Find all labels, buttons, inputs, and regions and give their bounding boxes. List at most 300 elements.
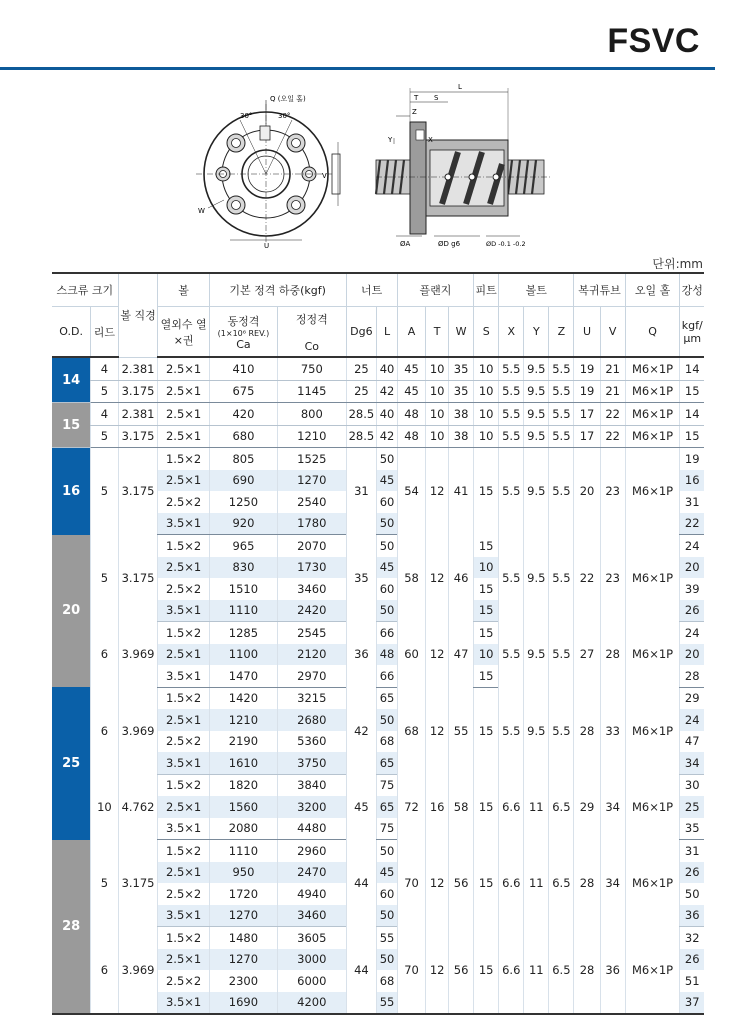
ca-cell: 1690	[209, 992, 277, 1015]
col-kgf: kgf/ μm	[680, 307, 704, 358]
x-label: X	[428, 136, 433, 144]
stiffness-cell: 39	[680, 578, 704, 600]
od-cell: 16	[52, 448, 91, 535]
unit-label: 단위:mm	[652, 257, 703, 271]
lead-cell: 4	[91, 403, 118, 426]
col-ball: 볼	[158, 273, 209, 307]
ca-cell: 1420	[209, 687, 277, 709]
t-cell: 12	[426, 535, 449, 622]
col-t: T	[426, 307, 449, 358]
stiffness-cell: 32	[680, 927, 704, 949]
stiffness-cell: 26	[680, 949, 704, 971]
z-cell: 5.5	[549, 687, 574, 774]
page-title: FSVC	[607, 22, 700, 60]
dg6-cell: 42	[346, 687, 377, 774]
stiffness-cell: 15	[680, 380, 704, 403]
v-cell: 34	[600, 774, 625, 840]
z-cell: 6.5	[549, 927, 574, 1015]
ball-dia-cell: 3.175	[118, 535, 158, 622]
col-static	[278, 307, 346, 358]
a-cell: 60	[397, 622, 425, 688]
v-cell: 36	[600, 927, 625, 1015]
lead-cell: 10	[91, 774, 118, 840]
col-od: O.D.	[52, 307, 91, 358]
s-cell: 15	[474, 600, 499, 622]
l-cell: 50	[377, 535, 398, 557]
co-cell: 5360	[278, 731, 346, 753]
od-cell: 25	[52, 687, 91, 840]
col-basic-load: 기본 정격 하중(kgf)	[209, 273, 346, 307]
lead-cell: 5	[91, 535, 118, 622]
dg6-label: ØD g6	[438, 240, 461, 248]
table-row	[52, 380, 704, 403]
u-cell: 17	[574, 425, 600, 448]
s-cell: 10	[474, 644, 499, 666]
s-cell: 15	[474, 840, 499, 927]
co-cell: 3000	[278, 949, 346, 971]
ca-cell: 1720	[209, 883, 277, 905]
q-cell: M6×1P	[625, 357, 680, 380]
x-cell: 6.6	[499, 927, 524, 1015]
z-cell: 5.5	[549, 622, 574, 688]
stiffness-cell: 20	[680, 644, 704, 666]
co-cell: 3200	[278, 796, 346, 818]
q-cell: M6×1P	[625, 622, 680, 688]
ca-cell: 830	[209, 557, 277, 579]
stiffness-cell: 35	[680, 818, 704, 840]
ca-cell: 1480	[209, 927, 277, 949]
l-cell: 50	[377, 840, 398, 862]
v-cell: 23	[600, 535, 625, 622]
col-oil-hole: 오일 홀	[625, 273, 680, 307]
circuits-cell: 2.5×1	[158, 380, 209, 403]
u-cell: 19	[574, 380, 600, 403]
col-z: Z	[549, 307, 574, 358]
col-screw-size: 스크류 크기	[52, 273, 118, 307]
x-cell: 5.5	[499, 357, 524, 380]
l-cell: 42	[377, 425, 398, 448]
stiffness-cell: 51	[680, 970, 704, 992]
l-cell: 50	[377, 448, 398, 470]
w-cell: 58	[449, 774, 474, 840]
a-cell: 70	[397, 840, 425, 927]
angle-left-label: 30°	[240, 112, 253, 120]
t-cell: 10	[426, 403, 449, 426]
q-cell: M6×1P	[625, 380, 680, 403]
stiffness-cell: 24	[680, 535, 704, 557]
w-cell: 41	[449, 448, 474, 535]
l-cell: 65	[377, 687, 398, 709]
co-cell: 2470	[278, 862, 346, 884]
ca-cell: 410	[209, 357, 277, 380]
stiffness-cell: 26	[680, 600, 704, 622]
y-cell: 9.5	[524, 448, 549, 535]
q-cell: M6×1P	[625, 774, 680, 840]
angle-right-label: 30°	[278, 112, 291, 120]
ca-cell: 675	[209, 380, 277, 403]
tolerance-label: ØD -0.1 -0.2	[486, 240, 526, 248]
q-cell: M6×1P	[625, 535, 680, 622]
circuits-cell: 2.5×2	[158, 578, 209, 600]
stiffness-cell: 28	[680, 665, 704, 687]
col-x: X	[499, 307, 524, 358]
od-cell: 15	[52, 403, 91, 448]
y-cell: 9.5	[524, 622, 549, 688]
y-cell: 11	[524, 774, 549, 840]
dg6-cell: 25	[346, 357, 377, 380]
t-cell: 12	[426, 927, 449, 1015]
ball-dia-cell: 3.175	[118, 425, 158, 448]
u-cell: 20	[574, 448, 600, 535]
l-cell: 40	[377, 357, 398, 380]
stiffness-cell: 50	[680, 883, 704, 905]
col-dg6: Dg6	[346, 307, 377, 358]
u-cell: 22	[574, 535, 600, 622]
col-q: Q	[625, 307, 680, 358]
v-cell: 21	[600, 380, 625, 403]
l-cell: 65	[377, 752, 398, 774]
l-cell: 50	[377, 905, 398, 927]
co-cell: 1780	[278, 513, 346, 535]
a-cell: 48	[397, 425, 425, 448]
t-cell: 10	[426, 357, 449, 380]
co-cell: 750	[278, 357, 346, 380]
q-cell: M6×1P	[625, 840, 680, 927]
l-cell: 55	[377, 927, 398, 949]
col-circuits: 열외수 열×권	[158, 307, 209, 358]
circuits-cell: 3.5×1	[158, 905, 209, 927]
lead-cell: 5	[91, 840, 118, 927]
l-cell: 60	[377, 883, 398, 905]
circuits-cell: 2.5×1	[158, 403, 209, 426]
l-cell: 66	[377, 665, 398, 687]
ca-cell: 2190	[209, 731, 277, 753]
dg6-cell: 25	[346, 380, 377, 403]
v-cell: 34	[600, 840, 625, 927]
table-row	[52, 840, 704, 862]
x-cell: 6.6	[499, 774, 524, 840]
circuits-cell: 3.5×1	[158, 665, 209, 687]
circuits-cell: 3.5×1	[158, 818, 209, 840]
co-cell: 1730	[278, 557, 346, 579]
col-w: W	[449, 307, 474, 358]
table-row	[52, 403, 704, 426]
ball-nut-drawing	[190, 80, 560, 252]
u-cell: 19	[574, 357, 600, 380]
circuits-cell: 1.5×2	[158, 687, 209, 709]
s-cell: 10	[474, 403, 499, 426]
l-cell: 55	[377, 992, 398, 1015]
dg6-cell: 36	[346, 622, 377, 688]
ca-cell: 1510	[209, 578, 277, 600]
v-cell: 22	[600, 425, 625, 448]
ca-cell: 1270	[209, 905, 277, 927]
circuits-cell: 2.5×1	[158, 357, 209, 380]
ca-cell: 1210	[209, 709, 277, 731]
circuits-cell: 2.5×1	[158, 470, 209, 492]
ball-dia-cell: 2.381	[118, 357, 158, 380]
circuits-cell: 2.5×1	[158, 796, 209, 818]
z-cell: 5.5	[549, 380, 574, 403]
table-row	[52, 927, 704, 949]
q-cell: M6×1P	[625, 448, 680, 535]
co-cell: 2960	[278, 840, 346, 862]
stiffness-cell: 15	[680, 425, 704, 448]
ball-dia-cell: 3.175	[118, 840, 158, 927]
lead-cell: 5	[91, 448, 118, 535]
y-label: Y	[388, 136, 393, 144]
t-label: T	[414, 94, 419, 102]
l-label: L	[458, 83, 462, 91]
a-cell: 58	[397, 535, 425, 622]
front-view	[196, 100, 340, 244]
co-cell: 3840	[278, 774, 346, 796]
stiffness-cell: 24	[680, 622, 704, 644]
circuits-cell: 3.5×1	[158, 992, 209, 1015]
circuits-cell: 2.5×2	[158, 731, 209, 753]
ball-dia-cell: 3.969	[118, 927, 158, 1015]
s-cell: 15	[474, 535, 499, 557]
dg6-cell: 31	[346, 448, 377, 535]
l-cell: 75	[377, 818, 398, 840]
circuits-cell: 1.5×2	[158, 927, 209, 949]
stiffness-cell: 30	[680, 774, 704, 796]
t-cell: 12	[426, 840, 449, 927]
col-dynamic	[209, 307, 277, 358]
x-cell: 5.5	[499, 622, 524, 688]
circuits-cell: 1.5×2	[158, 448, 209, 470]
co-cell: 2070	[278, 535, 346, 557]
y-cell: 11	[524, 927, 549, 1015]
ca-cell: 1110	[209, 840, 277, 862]
q-cell: M6×1P	[625, 687, 680, 774]
w-cell: 47	[449, 622, 474, 688]
q-cell: M6×1P	[625, 403, 680, 426]
ball-dia-cell: 3.175	[118, 380, 158, 403]
co-cell: 3215	[278, 687, 346, 709]
lead-cell: 5	[91, 425, 118, 448]
col-s: S	[474, 307, 499, 358]
l-cell: 45	[377, 470, 398, 492]
s-cell: 15	[474, 927, 499, 1015]
s-cell: 10	[474, 557, 499, 579]
od-cell: 20	[52, 535, 91, 688]
side-view	[376, 88, 550, 236]
x-cell: 6.6	[499, 840, 524, 927]
y-cell: 9.5	[524, 380, 549, 403]
a-cell: 68	[397, 687, 425, 774]
z-cell: 5.5	[549, 448, 574, 535]
y-cell: 9.5	[524, 687, 549, 774]
u-cell: 28	[574, 840, 600, 927]
ca-cell: 1820	[209, 774, 277, 796]
t-cell: 12	[426, 687, 449, 774]
co-label: Co	[304, 339, 320, 353]
ca-cell: 1285	[209, 622, 277, 644]
ca-cell: 2300	[209, 970, 277, 992]
q-cell: M6×1P	[625, 927, 680, 1015]
l-cell: 40	[377, 403, 398, 426]
ball-dia-cell: 4.762	[118, 774, 158, 840]
co-cell: 2540	[278, 491, 346, 513]
l-cell: 68	[377, 970, 398, 992]
stiffness-cell: 26	[680, 862, 704, 884]
da-label: ØA	[400, 240, 411, 248]
ca-cell: 920	[209, 513, 277, 535]
ca-cell: 1560	[209, 796, 277, 818]
y-cell: 11	[524, 840, 549, 927]
l-cell: 45	[377, 862, 398, 884]
dg6-cell: 45	[346, 774, 377, 840]
s-cell: 15	[474, 687, 499, 774]
circuits-cell: 3.5×1	[158, 513, 209, 535]
circuits-cell: 1.5×2	[158, 774, 209, 796]
ca-cell: 1100	[209, 644, 277, 666]
ca-cell: 805	[209, 448, 277, 470]
ball-dia-cell: 3.969	[118, 622, 158, 688]
co-cell: 1145	[278, 380, 346, 403]
x-cell: 5.5	[499, 448, 524, 535]
circuits-cell: 2.5×1	[158, 425, 209, 448]
col-a: A	[397, 307, 425, 358]
l-cell: 65	[377, 796, 398, 818]
col-y: Y	[524, 307, 549, 358]
a-cell: 45	[397, 380, 425, 403]
table-row	[52, 535, 704, 557]
circuits-cell: 2.5×1	[158, 862, 209, 884]
col-u: U	[574, 307, 600, 358]
q-label: Q (오일 홀)	[270, 95, 306, 103]
ca-cell: 690	[209, 470, 277, 492]
col-ball-dia: 볼 직경	[118, 273, 158, 357]
dg6-cell: 44	[346, 927, 377, 1015]
circuits-cell: 2.5×2	[158, 970, 209, 992]
dg6-cell: 35	[346, 535, 377, 622]
v-cell: 28	[600, 622, 625, 688]
z-label: Z	[412, 108, 417, 116]
circuits-cell: 2.5×2	[158, 883, 209, 905]
ca-label: Ca	[236, 337, 251, 351]
t-cell: 12	[426, 448, 449, 535]
w-cell: 35	[449, 380, 474, 403]
lead-cell: 5	[91, 380, 118, 403]
x-cell: 5.5	[499, 687, 524, 774]
static-label: 정정격	[295, 312, 328, 326]
l-cell: 75	[377, 774, 398, 796]
l-cell: 60	[377, 491, 398, 513]
circuits-cell: 2.5×1	[158, 557, 209, 579]
s-cell: 15	[474, 622, 499, 644]
l-cell: 50	[377, 513, 398, 535]
z-cell: 5.5	[549, 535, 574, 622]
w-cell: 56	[449, 840, 474, 927]
z-cell: 5.5	[549, 403, 574, 426]
col-recirc: 복귀튜브	[574, 273, 625, 307]
x-cell: 5.5	[499, 535, 524, 622]
co-cell: 3750	[278, 752, 346, 774]
ball-dia-cell: 3.969	[118, 687, 158, 774]
spec-table	[52, 272, 704, 1015]
co-cell: 1525	[278, 448, 346, 470]
l-cell: 50	[377, 709, 398, 731]
s-cell: 10	[474, 425, 499, 448]
s-label: S	[434, 94, 439, 102]
stiffness-cell: 19	[680, 448, 704, 470]
dg6-cell: 28.5	[346, 425, 377, 448]
stiffness-cell: 37	[680, 992, 704, 1015]
ca-cell: 1470	[209, 665, 277, 687]
x-cell: 5.5	[499, 403, 524, 426]
z-cell: 5.5	[549, 357, 574, 380]
v-cell: 23	[600, 448, 625, 535]
s-cell: 15	[474, 448, 499, 535]
od-cell: 28	[52, 840, 91, 1015]
co-cell: 1270	[278, 470, 346, 492]
ball-dia-cell: 3.175	[118, 448, 158, 535]
z-cell: 6.5	[549, 774, 574, 840]
co-cell: 4200	[278, 992, 346, 1015]
col-lead: 리드	[91, 307, 118, 358]
stiffness-cell: 29	[680, 687, 704, 709]
ca-cell: 1110	[209, 600, 277, 622]
stiffness-cell: 47	[680, 731, 704, 753]
s-cell: 10	[474, 357, 499, 380]
y-cell: 9.5	[524, 535, 549, 622]
ca-cell: 1610	[209, 752, 277, 774]
co-cell: 6000	[278, 970, 346, 992]
co-cell: 2420	[278, 600, 346, 622]
col-l: L	[377, 307, 398, 358]
table-row	[52, 357, 704, 380]
a-cell: 70	[397, 927, 425, 1015]
col-bolt: 볼트	[499, 273, 574, 307]
ca-cell: 1250	[209, 491, 277, 513]
stiffness-cell: 16	[680, 470, 704, 492]
w-cell: 55	[449, 687, 474, 774]
z-cell: 5.5	[549, 425, 574, 448]
w-cell: 38	[449, 425, 474, 448]
co-cell: 2545	[278, 622, 346, 644]
stiffness-cell: 31	[680, 491, 704, 513]
t-cell: 16	[426, 774, 449, 840]
col-flange: 플랜지	[397, 273, 473, 307]
l-cell: 60	[377, 578, 398, 600]
ca-cell: 965	[209, 535, 277, 557]
co-cell: 3605	[278, 927, 346, 949]
ca-cell: 950	[209, 862, 277, 884]
u-label: U	[264, 242, 270, 250]
table-row	[52, 687, 704, 709]
s-cell: 10	[474, 380, 499, 403]
co-cell: 2970	[278, 665, 346, 687]
l-cell: 50	[377, 949, 398, 971]
s-cell: 15	[474, 774, 499, 840]
stiffness-cell: 14	[680, 357, 704, 380]
col-nut: 너트	[346, 273, 397, 307]
circuits-cell: 2.5×2	[158, 491, 209, 513]
ball-dia-cell: 2.381	[118, 403, 158, 426]
l-cell: 50	[377, 600, 398, 622]
stiffness-cell: 20	[680, 557, 704, 579]
circuits-cell: 1.5×2	[158, 622, 209, 644]
w-cell: 46	[449, 535, 474, 622]
co-cell: 4940	[278, 883, 346, 905]
co-cell: 2120	[278, 644, 346, 666]
s-cell: 15	[474, 578, 499, 600]
l-cell: 48	[377, 644, 398, 666]
x-cell: 5.5	[499, 380, 524, 403]
circuits-cell: 3.5×1	[158, 600, 209, 622]
